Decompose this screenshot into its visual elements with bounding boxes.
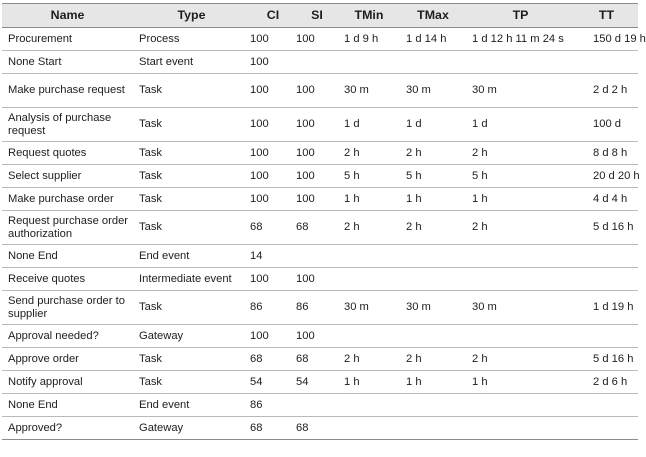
cell-si: 100 xyxy=(296,188,338,211)
cell-si: 68 xyxy=(296,421,309,434)
cell-tt xyxy=(575,51,638,74)
cell-name: None Start xyxy=(2,51,133,74)
cell-name: None End xyxy=(2,245,133,268)
cell-tp: 1 h xyxy=(466,188,575,211)
cell-name: Make purchase request xyxy=(2,74,133,108)
cell-type: Intermediate event xyxy=(133,268,250,291)
cell-ci: 100 xyxy=(250,142,296,165)
cell-type: Task xyxy=(133,348,250,371)
cell-name: Request purchase order authorization xyxy=(2,211,133,245)
cell-tp: 1 d xyxy=(466,108,575,142)
cell-tp: 30 m xyxy=(466,291,575,325)
cell-tt: 100 d xyxy=(575,108,638,142)
table-row xyxy=(2,188,638,211)
cell-tmin xyxy=(338,417,400,440)
cell-ci: 100 xyxy=(250,268,296,291)
cell-si: 100 xyxy=(296,165,338,188)
cell-si: 68 xyxy=(296,348,338,371)
cell-tt xyxy=(575,325,638,348)
cell-type: End event xyxy=(133,394,250,417)
cell-tp: 5 h xyxy=(466,165,575,188)
cell-si: 100 xyxy=(296,268,338,291)
cell-name: Receive quotes xyxy=(2,268,133,291)
cell-tp xyxy=(466,51,575,74)
column-header-tmin: TMin xyxy=(338,4,400,28)
cell-tp xyxy=(466,268,575,291)
cell-type: End event xyxy=(133,245,250,268)
cell-tmin: 1 d 9 h xyxy=(338,28,400,51)
cell-type: Gateway xyxy=(133,325,250,348)
cell-ci: 68 xyxy=(250,421,263,434)
cell-tmin: 1 d xyxy=(338,108,400,142)
table-body xyxy=(2,28,646,440)
cell-type: Start event xyxy=(133,51,250,74)
cell-tmax: 1 h xyxy=(400,188,466,211)
cell-tt: 4 d 4 h xyxy=(575,188,638,211)
cell-tt: 1 d 19 h xyxy=(575,291,638,325)
cell-type: Task xyxy=(133,142,250,165)
cell-name: Select supplier xyxy=(2,165,133,188)
cell-type: Task xyxy=(133,108,250,142)
cell-tmax: 1 d 14 h xyxy=(400,28,466,51)
table-row xyxy=(2,348,638,371)
cell-tmax: 2 h xyxy=(400,211,466,245)
cell-name: None End xyxy=(2,394,133,417)
cell-tmax xyxy=(400,245,466,268)
cell-si xyxy=(296,51,338,74)
cell-tt: 2 d 6 h xyxy=(575,371,638,394)
cell-tmax xyxy=(400,51,466,74)
cell-tt: 8 d 8 h xyxy=(575,142,638,165)
cell-si: 100 xyxy=(296,142,338,165)
cell-name: Request quotes xyxy=(2,142,133,165)
cell-type: Task xyxy=(133,211,250,245)
header-row xyxy=(2,4,638,28)
cell-tt: 5 d 16 h xyxy=(575,348,638,371)
cell-tt xyxy=(575,394,638,417)
table-row xyxy=(2,291,638,325)
cell-tmin: 1 h xyxy=(338,371,400,394)
cell-tp: 2 h xyxy=(466,348,575,371)
column-header-si: SI xyxy=(296,4,338,28)
cell-tmin xyxy=(338,325,400,348)
cell-si: 68 xyxy=(296,211,338,245)
table-row xyxy=(2,28,638,51)
cell-tmin: 5 h xyxy=(338,165,400,188)
table-row xyxy=(2,245,638,268)
column-header-tmax: TMax xyxy=(400,4,466,28)
cell-type: Task xyxy=(133,165,250,188)
cell-name: Approval needed? xyxy=(2,325,133,348)
cell-tp xyxy=(466,325,575,348)
cell-tt xyxy=(575,417,638,440)
table-row xyxy=(2,142,638,165)
cell-tmax xyxy=(400,417,466,440)
cell-tmax: 30 m xyxy=(400,74,466,108)
cell-tmin: 2 h xyxy=(338,142,400,165)
cell-tmax: 2 h xyxy=(400,348,466,371)
cell-ci: 14 xyxy=(250,245,296,268)
cell-ci: 100 xyxy=(250,325,296,348)
cell-tt xyxy=(575,245,638,268)
cell-type: Task xyxy=(133,371,250,394)
cell-tt: 2 d 2 h xyxy=(575,74,638,108)
cell-ci: 100 xyxy=(250,28,296,51)
simulation-results-table xyxy=(2,3,646,440)
column-header-name: Name xyxy=(2,4,133,28)
cell-ci: 100 xyxy=(250,108,296,142)
cell-si xyxy=(296,394,338,417)
cell-tp: 2 h xyxy=(466,211,575,245)
cell-ci: 100 xyxy=(250,165,296,188)
cell-tp: 1 d 12 h 11 m 24 s xyxy=(466,28,575,51)
cell-tmin xyxy=(338,245,400,268)
cell-tmax: 1 d xyxy=(400,108,466,142)
cell-name: Procurement xyxy=(2,28,133,51)
cell-tp: 1 h xyxy=(466,371,575,394)
cell-tmin xyxy=(338,51,400,74)
cell-ci: 68 xyxy=(250,211,296,245)
cell-ci: 86 xyxy=(250,291,296,325)
cell-tp xyxy=(466,394,575,417)
cell-ci: 68 xyxy=(250,348,296,371)
cell-type: Task xyxy=(133,74,250,108)
cell-tmin: 30 m xyxy=(338,74,400,108)
column-header-tt: TT xyxy=(575,4,638,28)
cell-tt: 150 d 19 h xyxy=(575,28,638,51)
cell-si: 100 xyxy=(296,74,338,108)
cell-name: Analysis of purchase request xyxy=(2,108,133,142)
cell-si: 100 xyxy=(296,28,338,51)
cell-ci: 54 xyxy=(250,371,296,394)
table-row xyxy=(2,417,638,440)
cell-type: Task xyxy=(133,188,250,211)
cell-name: Make purchase order xyxy=(2,188,133,211)
table-row xyxy=(2,211,638,245)
cell-name: Send purchase order to supplier xyxy=(2,291,133,325)
cell-tmax xyxy=(400,394,466,417)
cell-name: Approved? xyxy=(8,421,63,434)
table-row xyxy=(2,165,638,188)
cell-name: Approve order xyxy=(2,348,133,371)
table-row xyxy=(2,268,638,291)
cell-tmax: 30 m xyxy=(400,291,466,325)
cell-tp xyxy=(466,417,575,440)
cell-type: Gateway xyxy=(139,421,184,434)
table-row xyxy=(2,74,638,108)
cell-tmin: 30 m xyxy=(338,291,400,325)
cell-tmax: 5 h xyxy=(400,165,466,188)
column-header-type: Type xyxy=(133,4,250,28)
cell-tmin: 2 h xyxy=(338,348,400,371)
cell-si xyxy=(296,245,338,268)
table-row xyxy=(2,51,638,74)
cell-tp: 30 m xyxy=(466,74,575,108)
cell-ci: 100 xyxy=(250,74,296,108)
cell-tmax: 1 h xyxy=(400,371,466,394)
cell-ci: 100 xyxy=(250,51,296,74)
cell-si: 100 xyxy=(296,108,338,142)
table-row xyxy=(2,325,638,348)
cell-name: Notify approval xyxy=(2,371,133,394)
cell-tmax xyxy=(400,268,466,291)
table-row xyxy=(2,394,638,417)
cell-ci: 86 xyxy=(250,394,296,417)
cell-ci: 100 xyxy=(250,188,296,211)
cell-tmin: 1 h xyxy=(338,188,400,211)
table-row xyxy=(2,108,638,142)
cell-type: Task xyxy=(133,291,250,325)
cell-type: Process xyxy=(133,28,250,51)
cell-tmax: 2 h xyxy=(400,142,466,165)
column-header-ci: CI xyxy=(250,4,296,28)
cell-si: 100 xyxy=(296,325,338,348)
cell-tt: 20 d 20 h xyxy=(575,165,638,188)
cell-tt xyxy=(575,268,638,291)
cell-tmin xyxy=(338,268,400,291)
cell-tp xyxy=(466,245,575,268)
cell-tmin: 2 h xyxy=(338,211,400,245)
cell-tt: 5 d 16 h xyxy=(575,211,638,245)
cell-tp: 2 h xyxy=(466,142,575,165)
cell-si: 54 xyxy=(296,371,338,394)
column-header-tp: TP xyxy=(466,4,575,28)
table-row xyxy=(2,371,638,394)
cell-tmax xyxy=(400,325,466,348)
cell-tmin xyxy=(338,394,400,417)
cell-si: 86 xyxy=(296,291,338,325)
